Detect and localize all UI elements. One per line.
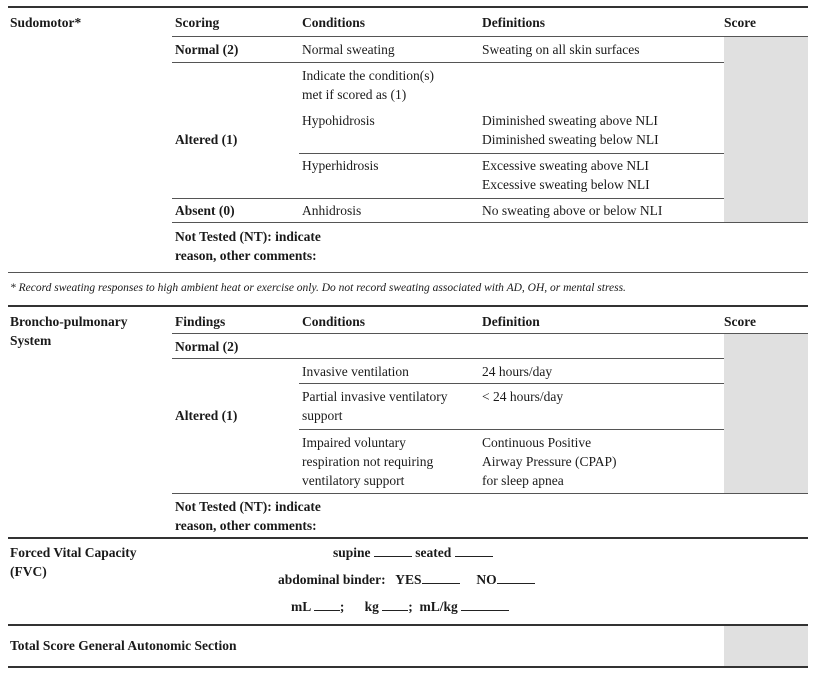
rule xyxy=(299,383,724,384)
header-definition: Definition xyxy=(482,314,540,329)
no-label: NO xyxy=(476,572,497,587)
rule xyxy=(172,493,808,494)
impaired-condition: Impaired voluntary xyxy=(302,435,406,450)
header-score: Score xyxy=(724,314,756,329)
impaired-definition: Continuous Positive xyxy=(482,435,592,450)
header-score: Score xyxy=(724,15,756,30)
fvc-title: (FVC) xyxy=(10,564,47,579)
not-tested-label: reason, other comments: xyxy=(175,248,317,263)
absent-label: Absent (0) xyxy=(175,203,235,218)
normal-definition: Sweating on all skin surfaces xyxy=(482,42,640,57)
partial-definition: < 24 hours/day xyxy=(482,389,564,404)
sudomotor-title: Sudomotor* xyxy=(10,15,82,30)
supine-label: supine xyxy=(333,545,371,560)
absent-definition: No sweating above or below NLI xyxy=(482,203,663,218)
ml-field[interactable] xyxy=(314,598,340,611)
rule xyxy=(172,333,808,334)
section-rule xyxy=(8,305,808,307)
impaired-condition: respiration not requiring xyxy=(302,454,434,469)
hypohidrosis-condition: Hypohidrosis xyxy=(302,113,375,128)
broncho-title: System xyxy=(10,333,52,348)
top-rule xyxy=(8,6,808,8)
hyperhidrosis-definition: Excessive sweating above NLI xyxy=(482,158,649,173)
broncho-normal-label: Normal (2) xyxy=(175,339,239,354)
broncho-title: Broncho-pulmonary xyxy=(10,314,128,329)
broncho-score-cell[interactable] xyxy=(724,333,808,493)
rule xyxy=(172,358,724,359)
separator: ; xyxy=(408,599,413,614)
impaired-definition: Airway Pressure (CPAP) xyxy=(482,454,617,469)
sudomotor-score-cell[interactable] xyxy=(724,36,808,222)
hypohidrosis-definition: Diminished sweating above NLI xyxy=(482,113,658,128)
ml-label: mL xyxy=(291,599,311,614)
header-findings: Findings xyxy=(175,314,226,329)
header-scoring: Scoring xyxy=(175,15,220,30)
fvc-title: Forced Vital Capacity xyxy=(10,545,137,560)
hyperhidrosis-condition: Hyperhidrosis xyxy=(302,158,379,173)
total-score-cell[interactable] xyxy=(724,626,808,666)
yes-label: YES xyxy=(395,572,422,587)
rule xyxy=(172,62,724,63)
separator: ; xyxy=(339,599,345,614)
not-tested-label: Not Tested (NT): indicate xyxy=(175,229,321,244)
partial-condition: support xyxy=(302,408,343,423)
header-conditions: Conditions xyxy=(302,314,366,329)
no-field[interactable] xyxy=(497,571,535,584)
invasive-definition: 24 hours/day xyxy=(482,364,553,379)
supine-field[interactable] xyxy=(374,544,412,557)
rule xyxy=(299,153,724,154)
impaired-definition: for sleep apnea xyxy=(482,473,564,488)
broncho-altered-label: Altered (1) xyxy=(175,408,238,423)
rule xyxy=(172,198,724,199)
normal-condition: Normal sweating xyxy=(302,42,395,57)
absent-condition: Anhidrosis xyxy=(302,203,362,218)
fvc-measure-row xyxy=(291,597,509,616)
header-conditions: Conditions xyxy=(302,15,366,30)
section-rule xyxy=(8,537,808,539)
section-rule xyxy=(8,624,808,626)
rule xyxy=(172,222,808,223)
kg-label: kg xyxy=(364,599,379,614)
rule xyxy=(299,429,724,430)
partial-condition: Partial invasive ventilatory xyxy=(302,389,448,404)
indicate-text: met if scored as (1) xyxy=(302,87,407,102)
fvc-binder-row xyxy=(278,570,535,589)
fvc-position-row xyxy=(333,543,493,562)
indicate-text: Indicate the condition(s) xyxy=(302,68,434,83)
rule xyxy=(172,36,808,37)
hyperhidrosis-definition: Excessive sweating below NLI xyxy=(482,177,650,192)
mlkg-field[interactable] xyxy=(461,598,509,611)
binder-label: abdominal binder: xyxy=(278,572,386,587)
rule xyxy=(8,272,808,273)
sudomotor-footnote: * Record sweating responses to high ambient heat or exercise only. Do not record sweating associated with AD, OH, or mental stress. xyxy=(10,282,626,294)
normal-label: Normal (2) xyxy=(175,42,239,57)
yes-field[interactable] xyxy=(422,571,460,584)
total-score-label: Total Score General Autonomic Section xyxy=(10,638,237,653)
broncho-not-tested-label: reason, other comments: xyxy=(175,518,317,533)
seated-label: seated xyxy=(415,545,452,560)
broncho-not-tested-label: Not Tested (NT): indicate xyxy=(175,499,321,514)
kg-field[interactable] xyxy=(382,598,408,611)
bottom-rule xyxy=(8,666,808,668)
invasive-condition: Invasive ventilation xyxy=(302,364,409,379)
hypohidrosis-definition: Diminished sweating below NLI xyxy=(482,132,659,147)
impaired-condition: ventilatory support xyxy=(302,473,405,488)
altered-label: Altered (1) xyxy=(175,132,238,147)
header-definitions: Definitions xyxy=(482,15,546,30)
mlkg-label: mL/kg xyxy=(419,599,458,614)
seated-field[interactable] xyxy=(455,544,493,557)
